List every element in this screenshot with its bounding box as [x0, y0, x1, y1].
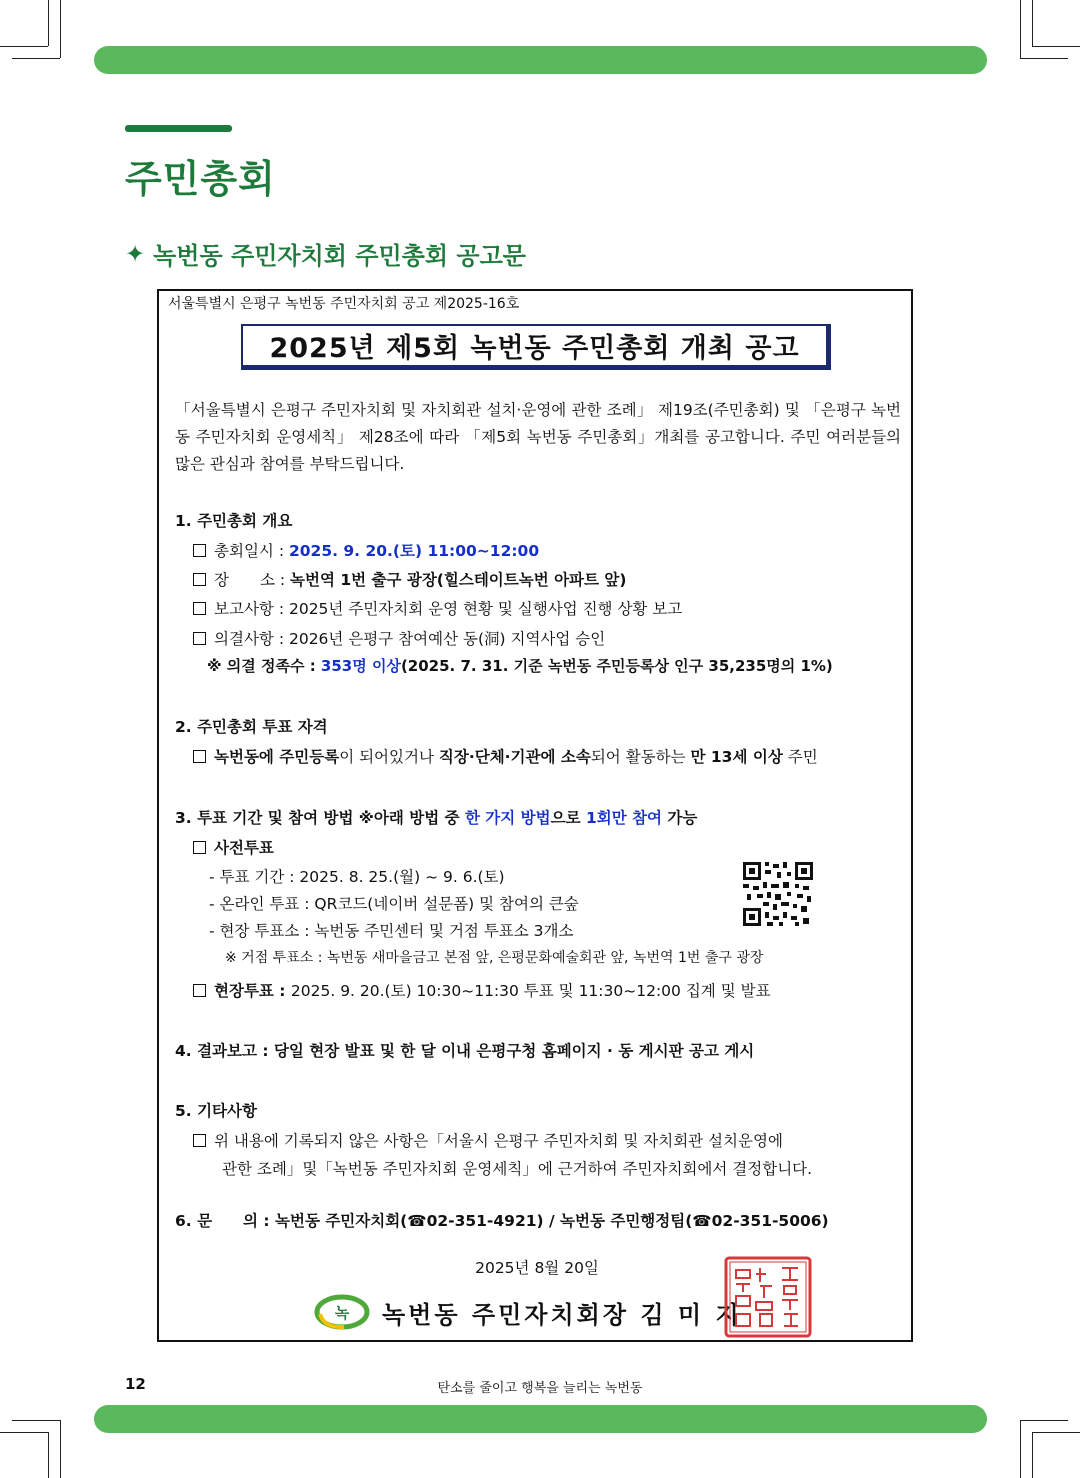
checkbox-icon — [193, 544, 206, 557]
checkbox-icon — [193, 632, 206, 645]
meeting-date-row: 총회일시 : 2025. 9. 20.(토) 11:00~12:00 — [193, 539, 539, 561]
onsite-vote-row: 현장투표 : 2025. 9. 20.(토) 10:30~11:30 투표 및 11:30~12:00 집계 및 발표 — [193, 979, 771, 1001]
checkbox-icon — [193, 1134, 206, 1147]
section-4-title: 4. 결과보고 : 당일 현장 발표 및 한 달 이내 은평구청 홈페이지 · 동 게시판 공고 게시 — [175, 1042, 755, 1060]
crop-mark — [0, 1432, 48, 1433]
header-bar — [94, 46, 987, 74]
crop-mark — [1020, 0, 1021, 58]
crop-mark — [1032, 1432, 1080, 1433]
quorum-value: 353명 이상 — [320, 657, 401, 675]
quorum-row: ※ 의결 정족수 : 353명 이상(2025. 7. 31. 기준 녹번동 주민등록상 인구 35,235명의 1%) — [207, 657, 833, 675]
page-number: 12 — [125, 1375, 146, 1393]
crop-mark — [1032, 0, 1033, 46]
crop-mark — [60, 0, 61, 58]
section-5-title: 5. 기타사항 — [175, 1102, 257, 1120]
section-heading-text: 녹번동 주민자치회 주민총회 공고문 — [153, 242, 526, 270]
notice-date: 2025년 8월 20일 — [475, 1259, 599, 1277]
official-seal — [724, 1256, 812, 1338]
meeting-date: 2025. 9. 20.(토) 11:00~12:00 — [288, 542, 540, 560]
svg-text:녹: 녹 — [334, 1304, 350, 1322]
qr-code[interactable] — [743, 862, 813, 926]
signature-text: 녹번동 주민자치회장 김 미 지 — [382, 1300, 742, 1329]
checkbox-icon — [193, 750, 206, 763]
crop-mark — [1032, 1432, 1033, 1478]
notice-number: 서울특별시 은평구 녹번동 주민자치회 공고 제2025-16호 — [168, 296, 520, 312]
misc-line-1: 위 내용에 기록되지 않은 사항은「서울시 은평구 주민자치회 및 자치회관 설치운영에 — [193, 1129, 783, 1151]
nokbeon-logo-icon — [314, 1294, 370, 1330]
four-point-star-icon: ✦ — [125, 239, 146, 268]
early-vote-title: 사전투표 — [193, 836, 274, 858]
report-row: 보고사항 : 2025년 주민자치회 운영 현황 및 실행사업 진행 상황 보고 — [193, 597, 682, 619]
onsite-booth: - 현장 투표소 : 녹번동 주민센터 및 거점 투표소 3개소 — [209, 922, 574, 940]
crop-mark — [60, 1420, 61, 1478]
online-vote: - 온라인 투표 : QR코드(네이버 설문폼) 및 참여의 큰숲 — [209, 895, 579, 913]
section-heading — [125, 236, 526, 271]
eligibility-row: 녹번동에 주민등록이 되어있거나 직장·단체·기관에 소속되어 활동하는 만 13세 이상 주민 — [193, 745, 818, 767]
crop-mark — [48, 1432, 49, 1478]
notice-box — [157, 289, 913, 1342]
vote-period: - 투표 기간 : 2025. 8. 25.(월) ~ 9. 6.(토) — [209, 868, 505, 886]
crop-mark — [1032, 46, 1080, 47]
crop-mark — [1020, 58, 1068, 59]
crop-mark — [12, 58, 60, 59]
section-1-title: 1. 주민총회 개요 — [175, 512, 293, 530]
footer-bar — [94, 1405, 987, 1433]
meeting-place-row: 장 소 : 녹번역 1번 출구 광장(힐스테이트녹번 아파트 앞) — [193, 568, 626, 590]
section-3-title: 3. 투표 기간 및 참여 방법 ※아래 방법 중 한 가지 방법으로 1회만 참여 가능 — [175, 809, 698, 827]
notice-title: 2025년 제5회 녹번동 주민총회 개최 공고 — [269, 333, 800, 364]
notice-title-box — [241, 324, 831, 370]
title-accent-line — [125, 125, 232, 132]
crop-mark — [1020, 1420, 1068, 1421]
resolution-row: 의결사항 : 2026년 은평구 참여예산 동(洞) 지역사업 승인 — [193, 627, 605, 649]
notice-intro: 「서울특별시 은평구 주민자치회 및 자치회관 설치·운영에 관한 조례」 제19조(주민총회) 및 「은평구 녹번동 주민자치회 운영세칙」 제28조에 따라 「제5회 녹번동 주민총회」개최를 공고합니다. 주민 여러분들의 많은 관심과 참여를 부탁드립니다. — [175, 401, 901, 473]
meeting-place: 녹번역 1번 출구 광장(힐스테이트녹번 아파트 앞) — [290, 571, 627, 589]
section-2-title: 2. 주민총회 투표 자격 — [175, 718, 328, 736]
page-title: 주민총회 — [125, 157, 276, 201]
checkbox-icon — [193, 573, 206, 586]
checkbox-icon — [193, 984, 206, 997]
checkbox-icon — [193, 841, 206, 854]
section-6-title: 6. 문 의 : 녹번동 주민자치회(☎02-351-4921) / 녹번동 주민행정팀(☎02-351-5006) — [175, 1212, 829, 1230]
misc-line-2: 관한 조례」및「녹번동 주민자치회 운영세칙」에 근거하여 주민자치회에서 결정합니다. — [222, 1160, 813, 1178]
crop-mark — [0, 46, 48, 47]
crop-mark — [48, 0, 49, 46]
footer-slogan: 탄소를 줄이고 행복을 늘리는 녹번동 — [437, 1381, 643, 1396]
signature-line — [314, 1294, 742, 1330]
booth-note: ※ 거점 투표소 : 녹번동 새마을금고 본점 앞, 은평문화예술회관 앞, 녹번역 1번 출구 광장 — [225, 950, 764, 966]
crop-mark — [12, 1420, 60, 1421]
checkbox-icon — [193, 602, 206, 615]
crop-mark — [1020, 1420, 1021, 1478]
